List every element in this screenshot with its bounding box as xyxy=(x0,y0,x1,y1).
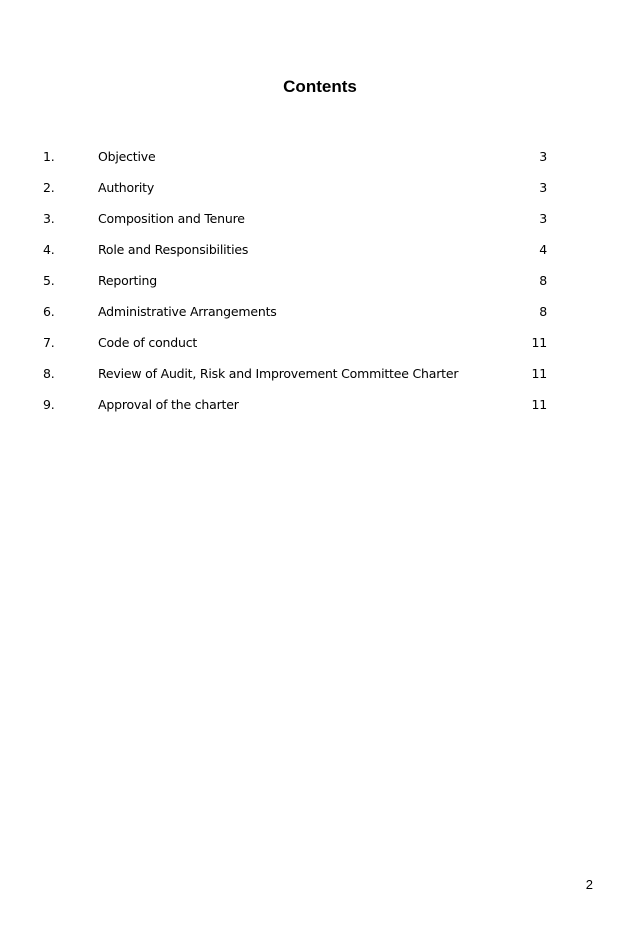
toc-entry-page: 11 xyxy=(531,335,547,350)
toc-entry-authority[interactable] xyxy=(0,177,640,208)
toc-entry-title: Reporting xyxy=(98,273,157,288)
toc-entry-page: 11 xyxy=(531,366,547,381)
toc-entry-number: 5. xyxy=(43,273,55,288)
toc-entry-approval-of-charter[interactable] xyxy=(0,394,640,425)
toc-entry-title: Objective xyxy=(98,149,156,164)
toc-entry-code-of-conduct[interactable] xyxy=(0,332,640,363)
toc-entry-reporting[interactable] xyxy=(0,270,640,301)
toc-entry-number: 1. xyxy=(43,149,55,164)
toc-entry-title: Administrative Arrangements xyxy=(98,304,277,319)
toc-entry-number: 8. xyxy=(43,366,55,381)
page-number: 2 xyxy=(585,877,593,892)
toc-entry-number: 4. xyxy=(43,242,55,257)
toc-entry-page: 8 xyxy=(539,304,547,319)
toc-entry-title: Role and Responsibilities xyxy=(98,242,249,257)
toc-entry-page: 8 xyxy=(539,273,547,288)
toc-entry-page: 3 xyxy=(539,180,547,195)
toc-entry-objective[interactable] xyxy=(0,146,640,177)
table-of-contents xyxy=(0,146,640,425)
toc-entry-title: Authority xyxy=(98,180,155,195)
toc-entry-title: Approval of the charter xyxy=(98,397,239,412)
toc-entry-page: 3 xyxy=(539,149,547,164)
toc-entry-number: 7. xyxy=(43,335,55,350)
toc-entry-page: 4 xyxy=(539,242,547,257)
toc-entry-number: 6. xyxy=(43,304,55,319)
toc-entry-page: 11 xyxy=(531,397,547,412)
toc-entry-composition-and-tenure[interactable] xyxy=(0,208,640,239)
toc-entry-number: 9. xyxy=(43,397,55,412)
page-title: Contents xyxy=(283,77,357,96)
toc-entry-role-and-responsibilities[interactable] xyxy=(0,239,640,270)
toc-entry-number: 2. xyxy=(43,180,55,195)
toc-entry-number: 3. xyxy=(43,211,55,226)
toc-entry-review-of-charter[interactable] xyxy=(0,363,640,394)
toc-entry-title: Review of Audit, Risk and Improvement Committee Charter xyxy=(98,366,459,381)
toc-entry-title: Composition and Tenure xyxy=(98,211,245,226)
toc-entry-administrative-arrangements[interactable] xyxy=(0,301,640,332)
toc-entry-page: 3 xyxy=(539,211,547,226)
toc-entry-title: Code of conduct xyxy=(98,335,198,350)
